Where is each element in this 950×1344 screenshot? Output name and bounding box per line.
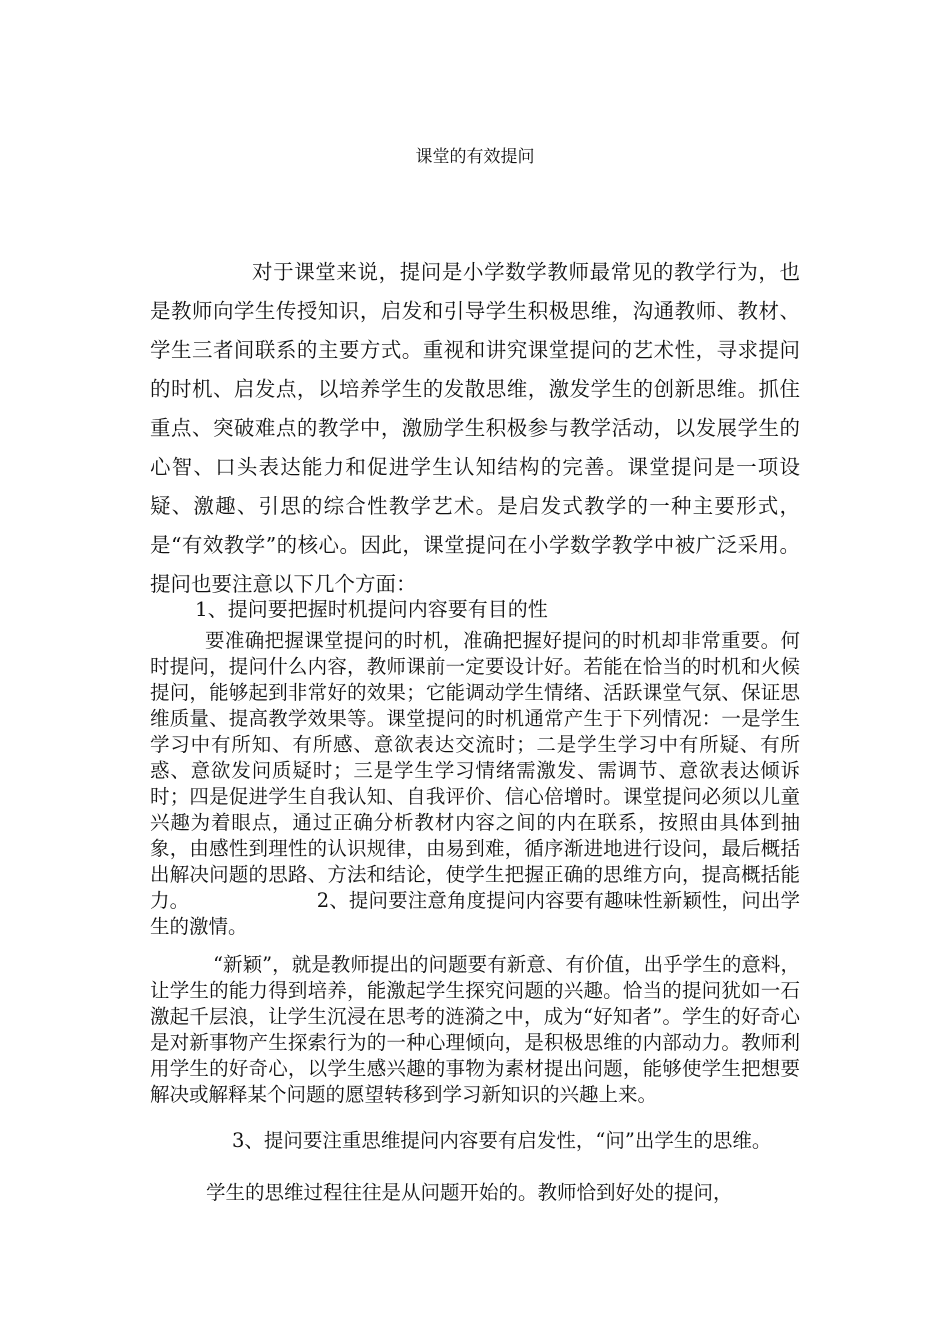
section-1-heading: 1、提问要把握时机提问内容要有目的性 (195, 597, 548, 621)
section-3-body: 学生的思维过程往往是从问题开始的。教师恰到好处的提问， (206, 1181, 733, 1204)
section-3-heading: 3、提问要注重思维提问内容要有启发性，“问”出学生的思维。 (232, 1129, 772, 1152)
intro-paragraph: 对于课堂来说，提问是小学数学教师最常见的教学行为，也是教师向学生传授知识，启发和引导学生积极思维，沟通教师、教材、学生三者间联系的主要方式。重视和讲究课堂提问的艺术性，寻求提问的时机、启发点，以培养学生的发散思维，激发学生的创新思维。抓住重点、突破难点的教学中，激励学生积极参与教学活动，以发展学生的心智、口头表达能力和促进学生认知结构的完善。课堂提问是一项设疑、激趣、引思的综合性教学艺术。是启发式教学的一种主要形式，是“有效教学”的核心。因此，课堂提问在小学数学教学中被广泛采用。提问也要注意以下几个方面： (150, 260, 800, 596)
section-2-body: “新颖”，就是教师提出的问题要有新意、有价值，出乎学生的意料，让学生的能力得到培养，能激起学生探究问题的兴趣。恰当的提问犹如一石激起千层浪，让学生沉浸在思考的涟漪之中，成为“好知者”。学生的好奇心是对新事物产生探索行为的一种心理倾向，是积极思维的内部动力。教师利用学生的好奇心，以学生感兴趣的事物为素材提出问题，能够使学生把想要解决或解释某个问题的愿望转移到学习新知识的兴趣上来。 (150, 953, 800, 1106)
document-title: 课堂的有效提问 (415, 147, 535, 167)
section-1-body: 要准确把握课堂提问的时机，准确把握好提问的时机却非常重要。何时提问，提问什么内容，教师课前一定要设计好。若能在恰当的时机和火候提问，能够起到非常好的效果；它能调动学生情绪、活跃课堂气氛、保证思维质量、提高教学效果等。课堂提问的时机通常产生于下列情况：一是学生学习中有所知、有所感、意欲表达交流时；二是学生学习中有所疑、有所惑、意欲发问质疑时；三是学生学习情绪需激发、需调节、意欲表达倾诉时；四是促进学生自我认知、自我评价、信心倍增时。课堂提问必须以儿童兴趣为着眼点，通过正确分析教材内容之间的内在联系，按照由具体到抽象，由感性到理性的认识规律，由易到难，循序渐进地进行设问，最后概括出解决问题的思路、方法和结论，使学生把握正确的思维方向，提高概括能力。 2、提问要注意角度提问内容要有趣味性新颖性，问出学生的激情。 (150, 629, 800, 938)
